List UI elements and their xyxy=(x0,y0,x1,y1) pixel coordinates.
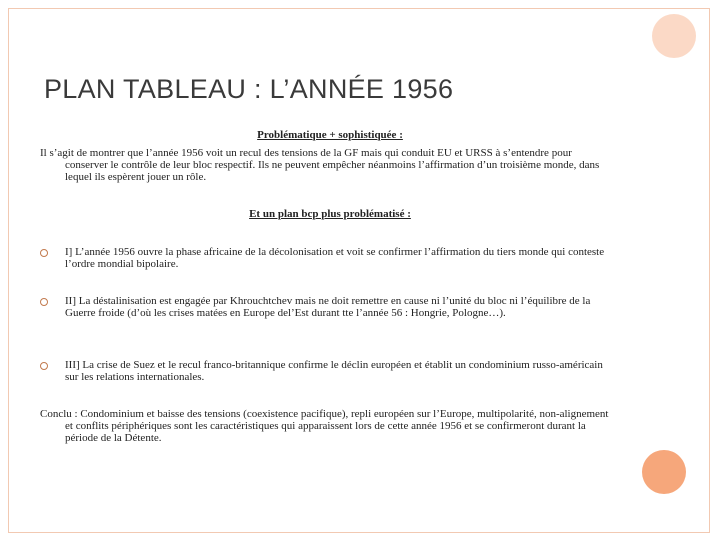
bullet-marker-icon xyxy=(40,249,48,257)
bullet-marker-icon xyxy=(40,298,48,306)
plan-bullet-2 xyxy=(40,295,612,319)
plan-bullet-3 xyxy=(40,359,612,383)
plan-bullet-text: II] La déstalinisation est engagée par Khrouchtchev mais ne doit remettre en cause ni l’unité du bloc ni l’équilibre de la Guerre froide (d’où les crises matées en Europe del’Est durant tte l’année 56 : Hongrie, Pologne…). xyxy=(65,295,591,319)
plan-bullet-1 xyxy=(40,246,612,270)
decorative-circle-bottom xyxy=(642,450,686,494)
conclusion-paragraph: Conclu : Condominium et baisse des tensions (coexistence pacifique), repli européen sur l’Europe, multipolarité, non-alignement et conflits périphériques sont les caractéristiques qui apparaissent lors de cette année 1956 et se confirmeront durant la période de la Détente. xyxy=(40,408,609,444)
intro-paragraph: Il s’agit de montrer que l’année 1956 voit un recul des tensions de la GF mais qui conduit EU et URSS à s’entendre pour conserver le contrôle de leur bloc respectif. Ils ne peuvent empêcher néanmoins l’affirmation d’un troisième monde, dans lequel ils espèrent jouer un rôle. xyxy=(40,147,600,183)
plan-bullet-text: I] L’année 1956 ouvre la phase africaine de la décolonisation et voit se confirmer l’affirmation du tiers monde qui conteste l’ordre mondial bipolaire. xyxy=(65,246,605,270)
plan-bullet-text: III] La crise de Suez et le recul franco-britannique confirme le déclin européen et établit un condominium russo-américain sur les relations internationales. xyxy=(65,359,603,383)
problematique-heading: Problématique + sophistiquée : xyxy=(257,129,403,141)
decorative-circle-top xyxy=(652,14,696,58)
slide-title: PLAN TABLEAU : L’ANNÉE 1956 xyxy=(44,74,454,104)
bullet-marker-icon xyxy=(40,362,48,370)
plan-heading: Et un plan bcp plus problématisé : xyxy=(249,208,411,220)
